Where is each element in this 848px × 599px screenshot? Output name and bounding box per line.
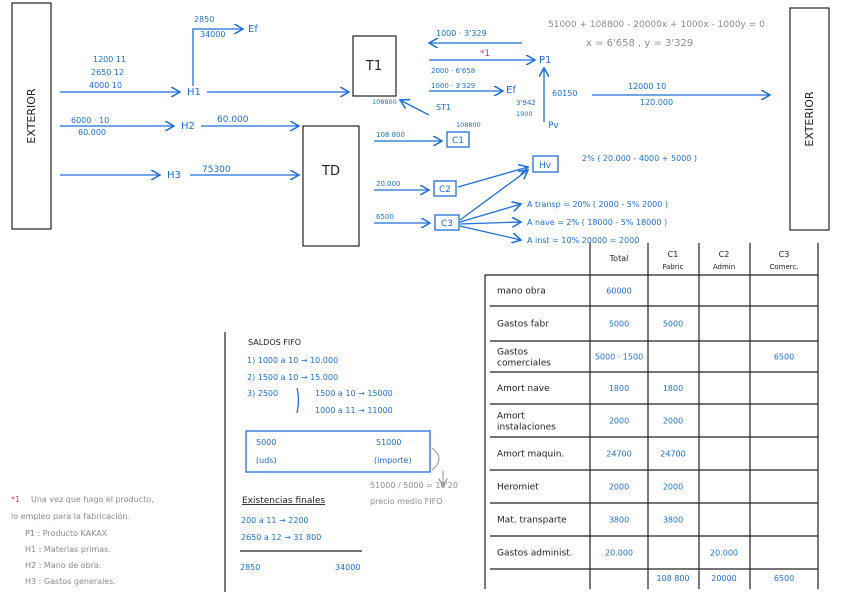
note-p1: P1 : Producto KAKAX bbox=[25, 529, 108, 538]
h3-label: H3 bbox=[167, 170, 181, 181]
box-td bbox=[303, 126, 359, 246]
table-cell: 2000 bbox=[608, 416, 630, 426]
t1-left-value: 108800 bbox=[372, 98, 397, 106]
table-header: C3 bbox=[778, 250, 790, 259]
note-star: *1 bbox=[11, 495, 21, 504]
fifo-line-3b: 1500 a 10 → 15000 bbox=[315, 389, 393, 398]
exterior-right-label: EXTERIOR bbox=[803, 91, 816, 147]
table-cell: 1800 bbox=[662, 384, 684, 393]
h2-value: 60.000 bbox=[217, 115, 249, 125]
fifo-brace bbox=[297, 388, 299, 413]
fifo-line-3c: 1000 a 11 → 11000 bbox=[315, 406, 393, 415]
table-row-label: Gastos fabr bbox=[497, 319, 549, 330]
right-calc-2: 120.000 bbox=[640, 98, 674, 107]
amort-nave: A nave = 2% ( 18000 - 5% 18000 ) bbox=[527, 218, 668, 227]
box-c3-label: C3 bbox=[440, 219, 454, 229]
back-arrow-label: 1000 · 3'329 bbox=[436, 29, 487, 38]
fifo-avg-label: precio medio FIFO bbox=[370, 497, 443, 506]
fifo-avg: 51000 / 5000 = 10'20 bbox=[370, 481, 458, 490]
table-cell: 5000 bbox=[608, 319, 630, 329]
table-cell: 60000 bbox=[606, 286, 632, 296]
h3-value: 75300 bbox=[202, 165, 231, 175]
table-cell: 20.000 bbox=[605, 548, 633, 558]
table-cell: 2000 bbox=[662, 482, 684, 492]
box-td-label: TD bbox=[322, 164, 340, 179]
fifo-title: SALDOS FIFO bbox=[248, 338, 302, 347]
exterior-left-label: EXTERIOR bbox=[25, 88, 38, 144]
note-h1: H1 : Materias primas. bbox=[25, 545, 111, 554]
existencias-total-right: 34000 bbox=[335, 563, 361, 572]
ef-top-1: 2850 bbox=[194, 15, 215, 24]
h2-label: H2 bbox=[181, 121, 195, 132]
ef-side-2: 1900 bbox=[516, 110, 533, 118]
note-h3: H3 : Gastos generales. bbox=[25, 577, 116, 586]
table-header: C2 bbox=[718, 250, 730, 259]
c2-value: 20.000 bbox=[376, 180, 401, 188]
table-total-c2: 20000 bbox=[711, 574, 737, 583]
existencias-line-2: 2650 a 12 → 31 800 bbox=[241, 533, 322, 542]
table-row-label: Amort nave bbox=[497, 384, 550, 394]
table-total-c3: 6500 bbox=[773, 574, 795, 583]
right-calc-1: 12000 10 bbox=[628, 82, 667, 91]
table-cell: 6500 bbox=[773, 352, 795, 362]
table-row-label: instalaciones bbox=[497, 422, 556, 433]
fifo-line-2: 2) 1500 a 10 → 15.000 bbox=[247, 373, 339, 382]
amort-inst: A inst = 10% 20000 = 2000 bbox=[527, 236, 640, 245]
fifo-line-3a: 3) 2500 bbox=[247, 389, 279, 398]
table-total-c1: 108 800 bbox=[656, 574, 690, 583]
box-hv-label: Hv bbox=[538, 161, 552, 171]
table-cell: 1800 bbox=[608, 384, 630, 393]
table-cell: 20.000 bbox=[710, 548, 738, 558]
h2-calc-1: 6000 · 10 bbox=[71, 116, 110, 125]
table-cell: 24700 bbox=[606, 449, 632, 459]
ef-right-label: Ef bbox=[506, 85, 516, 96]
h2-calc-2: 60.000 bbox=[78, 128, 106, 137]
table-cell: 3800 bbox=[608, 515, 630, 525]
table-row-label: Gastos administ. bbox=[497, 548, 573, 559]
table-cell: 2000 bbox=[608, 482, 630, 492]
fifo-line-1: 1) 1000 a 10 → 10.000 bbox=[247, 356, 339, 365]
box-t1-label: T1 bbox=[365, 59, 383, 74]
table-cell: 5000 bbox=[662, 319, 684, 329]
hv-formula: 2% ( 20.000 - 4000 + 5000 ) bbox=[582, 154, 698, 163]
arrow-st1 bbox=[400, 100, 429, 115]
st1-label: ST1 bbox=[436, 103, 452, 112]
note-line-1: Una vez que hago el producto, bbox=[31, 495, 154, 504]
table-row-label: Gastos bbox=[497, 347, 528, 358]
table-row-label: Mat. transparte bbox=[497, 515, 567, 526]
equation-line-1: 51000 + 108800 - 20000x + 1000x - 1000y = 0 bbox=[548, 20, 765, 30]
table-row-label: Heromiet bbox=[497, 482, 539, 493]
p1-value: 60150 bbox=[552, 89, 578, 98]
table-header: C1 bbox=[667, 250, 679, 259]
table-row-label: mano obra bbox=[497, 286, 546, 297]
pv-label: Pv bbox=[548, 121, 559, 131]
table-cell: 3800 bbox=[662, 515, 684, 525]
equation-line-2: x = 6'658 , y = 3'329 bbox=[586, 38, 694, 49]
arrow-amort-inst bbox=[460, 226, 521, 240]
table-row-label: Amort maquin. bbox=[497, 449, 565, 460]
table-header-sub: Fabric bbox=[662, 263, 684, 271]
ef-side-1: 3'942 bbox=[516, 99, 536, 107]
table-header: Total bbox=[609, 254, 629, 263]
fifo-box-uds-unit: (uds) bbox=[256, 456, 277, 465]
amort-transp: A transp = 20% ( 2000 - 5% 2000 ) bbox=[527, 200, 669, 209]
arrow-amort-nave bbox=[460, 222, 521, 224]
fifo-box-uds: 5000 bbox=[256, 438, 277, 447]
ef-top-2: 34000 bbox=[200, 30, 226, 39]
fifo-box-importe-unit: (importe) bbox=[374, 456, 412, 465]
to-p1-label: 2000 · 6'658 bbox=[431, 67, 476, 75]
h1-label: H1 bbox=[187, 87, 201, 98]
t1-st-value: 108800 bbox=[456, 121, 481, 129]
box-c1-label: C1 bbox=[451, 136, 465, 146]
fifo-box-importe: 51000 bbox=[376, 438, 402, 447]
c3-value: 6500 bbox=[376, 213, 394, 221]
existencias-total-left: 2850 bbox=[240, 563, 261, 572]
fifo-paren bbox=[432, 448, 439, 470]
ef-top-label: Ef bbox=[248, 24, 258, 35]
existencias-line-1: 200 a 11 → 2200 bbox=[241, 516, 309, 525]
to-ef-label: 1000 · 3'329 bbox=[431, 82, 476, 90]
h1-input-3: 4000 10 bbox=[89, 81, 123, 90]
table-header-sub: Comerc. bbox=[769, 263, 799, 271]
table-cell: 5000 · 1500 bbox=[594, 352, 644, 362]
c1-value: 108 800 bbox=[376, 131, 405, 139]
box-c2-label: C2 bbox=[438, 185, 452, 195]
table-row-label: comerciales bbox=[497, 358, 551, 369]
existencias-title: Existencias finales bbox=[242, 496, 326, 506]
note-line-2: lo empleo para la fabricación. bbox=[11, 512, 131, 521]
note-h2: H2 : Mano de obra. bbox=[25, 561, 102, 570]
h1-input-2: 2650 12 bbox=[91, 68, 125, 77]
table-row-label: Amort bbox=[497, 411, 525, 422]
table-cell: 24700 bbox=[660, 449, 686, 459]
star-mark: *1 bbox=[480, 49, 491, 59]
table-cell: 2000 bbox=[662, 416, 684, 426]
p1-label: P1 bbox=[539, 55, 552, 66]
table-header-sub: Admin bbox=[712, 263, 736, 271]
h1-input-1: 1200 11 bbox=[93, 55, 127, 64]
